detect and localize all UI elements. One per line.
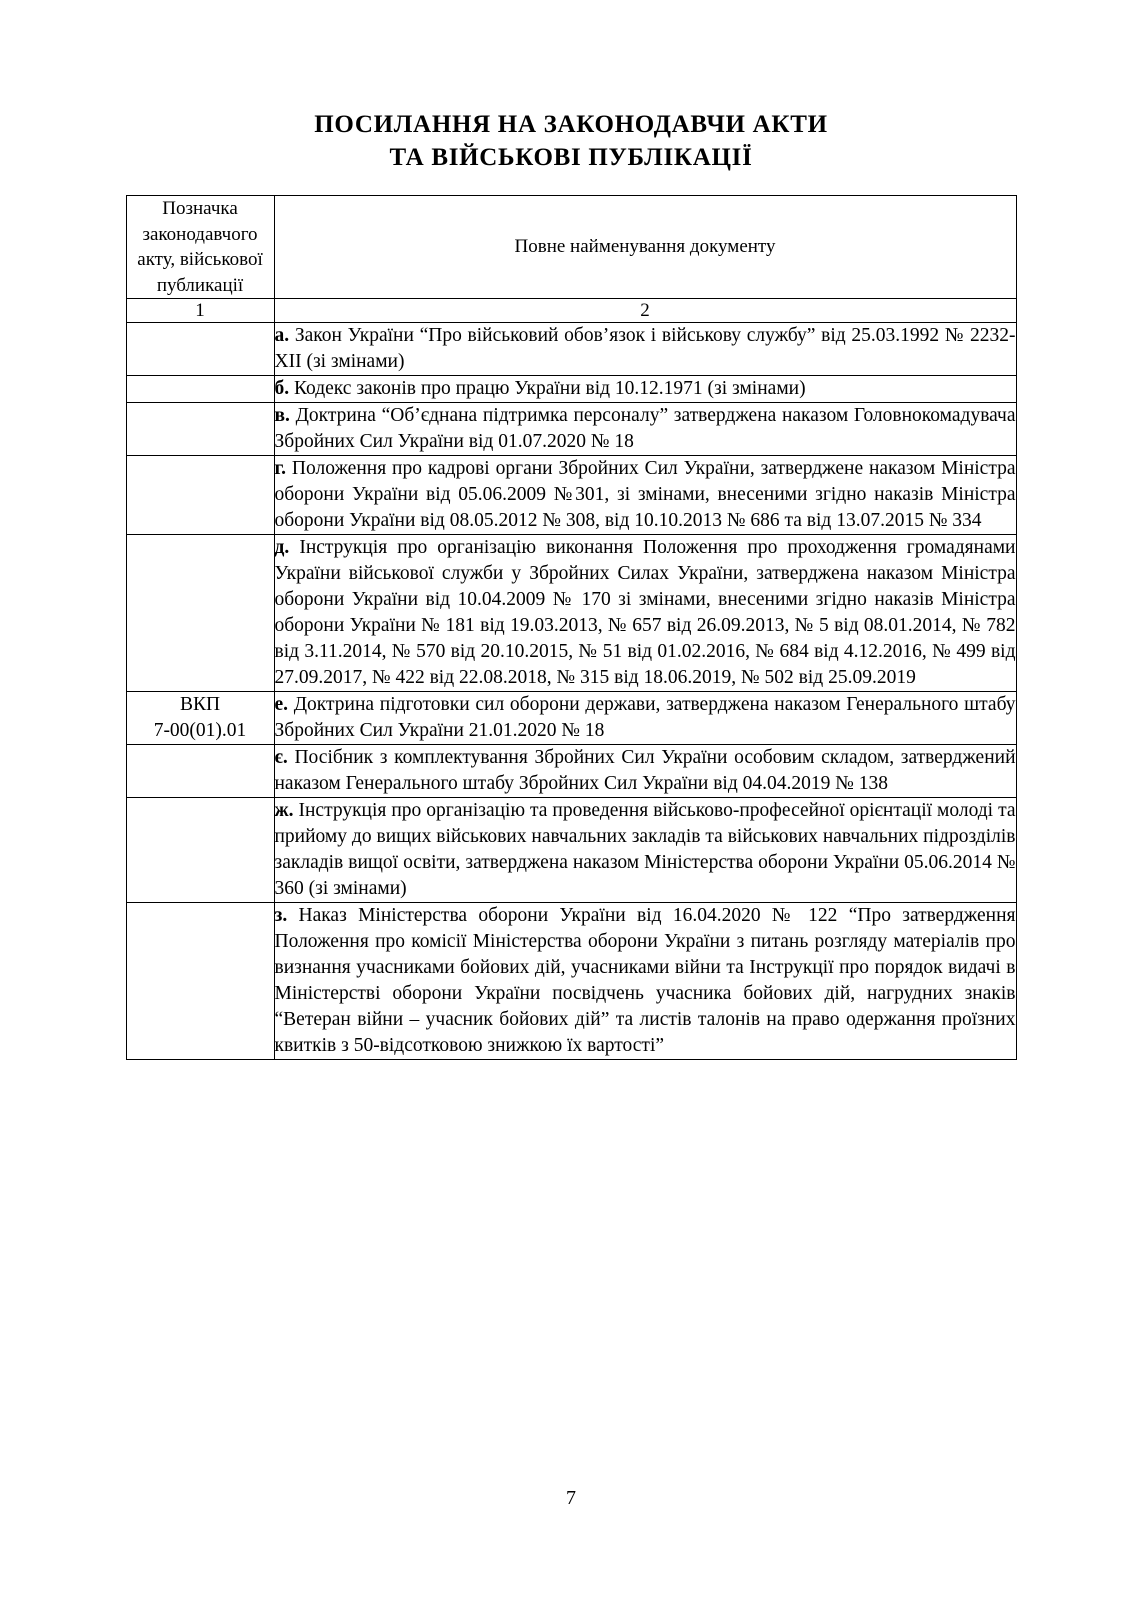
table-row: [126, 745, 1016, 798]
header-document-column: Повне найменування документу: [274, 196, 1016, 299]
row-document-cell: [274, 798, 1016, 903]
table-row: [126, 376, 1016, 403]
row-document-cell: [274, 535, 1016, 692]
row-item-text: Інструкція про організацію виконання Положення про проходження громадянами України військової служби у Збройних Силах України, затверджена наказом Міністра оборони України від 10.04.2009 № 170 зі змінами, внесеними згідно наказів Міністра оборони України № 181 від 19.03.2013, № 657 від 26.09.2013, № 5 від 08.01.2014, № 782 від 3.11.2014, № 570 від 20.10.2015, № 51 від 01.02.2016, № 684 від 4.12.2016, № 499 від 27.09.2017, № 422 від 22.08.2018, № 315 від 18.06.2019, № 502 від 25.09.2019: [274, 537, 1016, 688]
column-number-2: 2: [274, 299, 1016, 323]
row-document-cell: [274, 745, 1016, 798]
row-mark-cell: [126, 903, 274, 1060]
table-column-number-row: [126, 299, 1016, 323]
row-document-cell: [274, 456, 1016, 535]
table-row: [126, 403, 1016, 456]
row-mark-cell: [126, 745, 274, 798]
row-document-cell: [274, 323, 1016, 376]
page-title-line-1: ПОСИЛАННЯ НА ЗАКОНОДАВЧИ АКТИ: [314, 111, 828, 138]
row-item-label: з.: [274, 905, 288, 926]
table-row: [126, 903, 1016, 1060]
row-item-label: а.: [274, 325, 290, 346]
table-row: [126, 323, 1016, 376]
page-number: 7: [566, 1487, 576, 1509]
row-mark-cell: [126, 403, 274, 456]
row-item-label: в.: [274, 405, 290, 426]
row-document-cell: [274, 903, 1016, 1060]
table-body: [126, 323, 1016, 1060]
row-item-text: Кодекс законів про працю України від 10.12.1971 (зі змінами): [289, 378, 806, 399]
table-head: [126, 196, 1016, 323]
table-header-row: [126, 196, 1016, 299]
table-row: [126, 456, 1016, 535]
column-number-1: 1: [126, 299, 274, 323]
row-mark-cell: [126, 376, 274, 403]
row-item-text: Доктрина підготовки сил оборони держави, затверджена наказом Генерального штабу Збройних Сил України 21.01.2020 № 18: [274, 694, 1016, 741]
row-item-text: Доктрина “Об’єднана підтримка персоналу” затверджена наказом Головнокомадувача Збройних Сил України від 01.07.2020 № 18: [274, 405, 1016, 452]
row-mark-cell: [126, 535, 274, 692]
row-item-label: д.: [274, 537, 290, 558]
row-mark-cell: [126, 798, 274, 903]
row-mark-cell: [126, 323, 274, 376]
table-row: [126, 692, 1016, 745]
row-item-text: Наказ Міністерства оборони України від 16.04.2020 № 122 “Про затвердження Положення про комісії Міністерства оборони України з питань розгляду матеріалів про визнання учасниками бойових дій, учасниками війни та Інструкції про порядок видачі в Міністерстві оборони України посвідчень учасника бойових дій, нагрудних знаків “Ветеран війни – учасник бойових дій” та листів талонів на право одержання проїзних квитків з 50-відсотковою знижкою їх вартості”: [274, 905, 1016, 1056]
row-document-cell: [274, 692, 1016, 745]
row-item-text: Положення про кадрові органи Збройних Сил України, затверджене наказом Міністра оборони України від 05.06.2009 №301, зі змінами, внесеними згідно наказів Міністра оборони України від 08.05.2012 № 308, від 10.10.2013 № 686 та від 13.07.2015 № 334: [274, 458, 1016, 531]
table-row: [126, 535, 1016, 692]
row-item-label: б.: [274, 378, 290, 399]
row-item-text: Інструкція про організацію та проведення військово-професейної орієнтації молоді та прийому до вищих військових навчальних закладів та військових навчальних підрозділів закладів вищої освіти, затверджена наказом Міністерства оборони України 05.06.2014 № 360 (зі змінами): [274, 800, 1016, 899]
header-mark-column: Позначка законодавчого акту, військової публикації: [126, 196, 274, 299]
row-item-label: е.: [274, 694, 289, 715]
row-item-text: Закон України “Про військовий обов’язок і військову службу” від 25.03.1992 № 2232-XII (зі змінами): [274, 325, 1016, 372]
row-item-text: Посібник з комплектування Збройних Сил України особовим складом, затверджений наказом Генерального штабу Збройних Сил України від 04.04.2019 № 138: [274, 747, 1016, 794]
row-document-cell: [274, 403, 1016, 456]
row-item-label: г.: [274, 458, 287, 479]
row-mark-cell: [126, 456, 274, 535]
row-item-label: є.: [274, 747, 288, 768]
references-table: [126, 195, 1017, 1060]
row-mark-cell: ВКП 7-00(01).01: [126, 692, 274, 745]
row-item-label: ж.: [274, 800, 294, 821]
table-row: [126, 798, 1016, 903]
page-title: [0, 0, 1142, 174]
row-document-cell: [274, 376, 1016, 403]
page-title-line-2: ТА ВІЙСЬКОВІ ПУБЛІКАЦІЇ: [389, 144, 753, 171]
